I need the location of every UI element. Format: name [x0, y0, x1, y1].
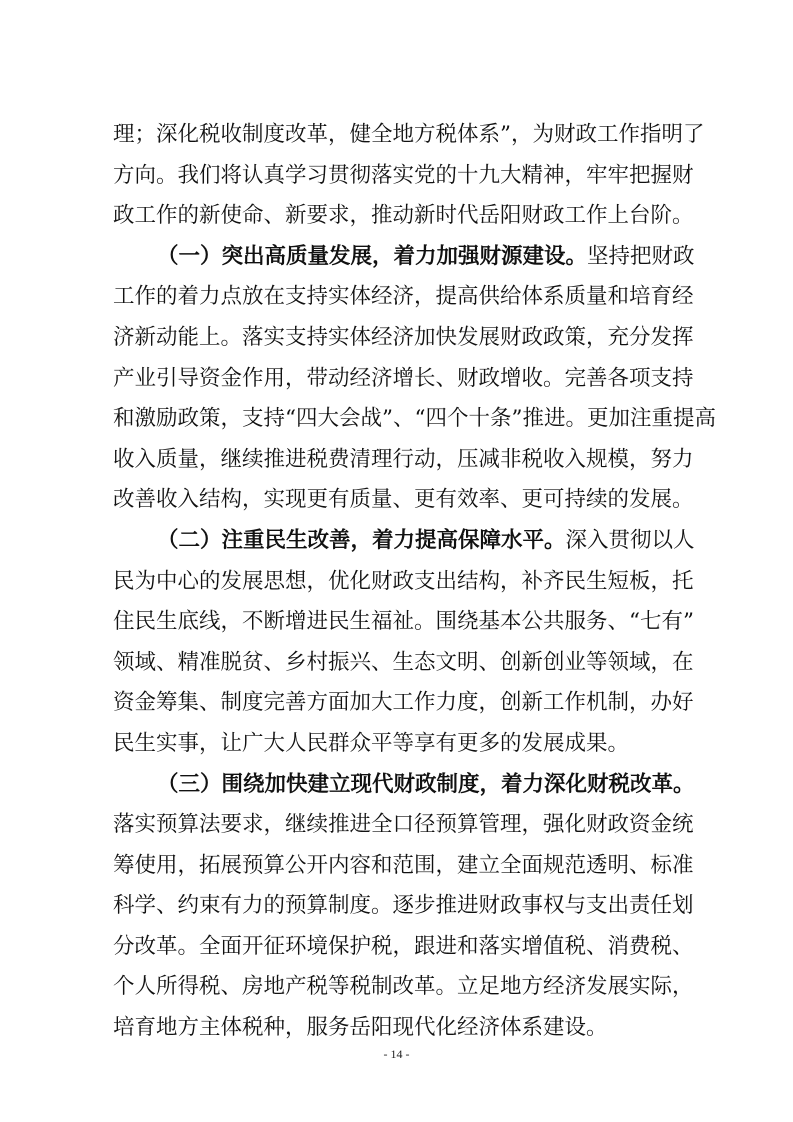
text-line: 方向。我们将认真学习贯彻落实党的十九大精神，牢牢把握财: [113, 162, 694, 188]
section-heading-two: （二）注重民生改善，着力提高保障水平。: [157, 527, 566, 553]
text-line: 民为中心的发展思想，优化财政支出结构，补齐民生短板，托: [113, 568, 694, 594]
text-line: 工作的着力点放在支持实体经济，提高供给体系质量和培育经: [113, 284, 694, 310]
text-line: 住民生底线，不断增进民生福祉。围绕基本公共服务、“七有”: [113, 609, 694, 635]
text-line: 和激励政策，支持“四大会战”、“四个十条”推进。更加注重提高: [113, 406, 716, 432]
text-line: 改善收入结构，实现更有质量、更有效率、更可持续的发展。: [113, 487, 694, 513]
text-line: 个人所得税、房地产税等税制改革。立足地方经济发展实际，: [113, 974, 694, 1000]
section-heading-one: （一）突出高质量发展，着力加强财源建设。: [157, 243, 588, 269]
text-span: 坚持把财政: [587, 243, 695, 269]
page-number: - 14 -: [383, 1047, 410, 1061]
document-body: [113, 115, 716, 1049]
text-line: [113, 521, 695, 562]
text-line: 民生实事，让广大人民群众平等享有更多的发展成果。: [113, 730, 630, 756]
text-line: 政工作的新使命、新要求，推动新时代岳阳财政工作上台阶。: [113, 203, 694, 229]
text-line: 科学、约束有力的预算制度。逐步推进财政事权与支出责任划: [113, 893, 694, 919]
paragraph-section-three: [113, 765, 695, 1049]
section-heading-three: （三）围绕加快建立现代财政制度，着力深化财税改革。: [157, 771, 695, 797]
text-line: 收入质量，继续推进税费清理行动，压减非税收入规模，努力: [113, 446, 694, 472]
text-line: 资金筹集、制度完善方面加大工作力度，创新工作机制，办好: [113, 690, 694, 716]
paragraph-section-one: [113, 237, 716, 521]
text-line: 筹使用，拓展预算公开内容和范围，建立全面规范透明、标准: [113, 852, 694, 878]
text-line: 产业引导资金作用，带动经济增长、财政增收。完善各项支持: [113, 365, 694, 391]
text-span: 深入贯彻以人: [565, 527, 695, 553]
text-line: 理；深化税收制度改革，健全地方税体系”，为财政工作指明了: [113, 122, 705, 147]
text-line: 落实预算法要求，继续推进全口径预算管理，强化财政资金统: [113, 812, 694, 838]
text-line: 济新动能上。落实支持实体经济加快发展财政政策，充分发挥: [113, 324, 694, 350]
text-line: 培育地方主体税种，服务岳阳现代化经济体系建设。: [113, 1015, 608, 1041]
text-line: 分改革。全面开征环境保护税，跟进和落实增值税、消费税、: [113, 933, 694, 959]
text-line: 领域、精准脱贫、乡村振兴、生态文明、创新创业等领域，在: [113, 649, 694, 675]
paragraph-section-two: [113, 521, 695, 765]
paragraph-continuation: [113, 115, 705, 237]
text-line: [113, 237, 695, 278]
